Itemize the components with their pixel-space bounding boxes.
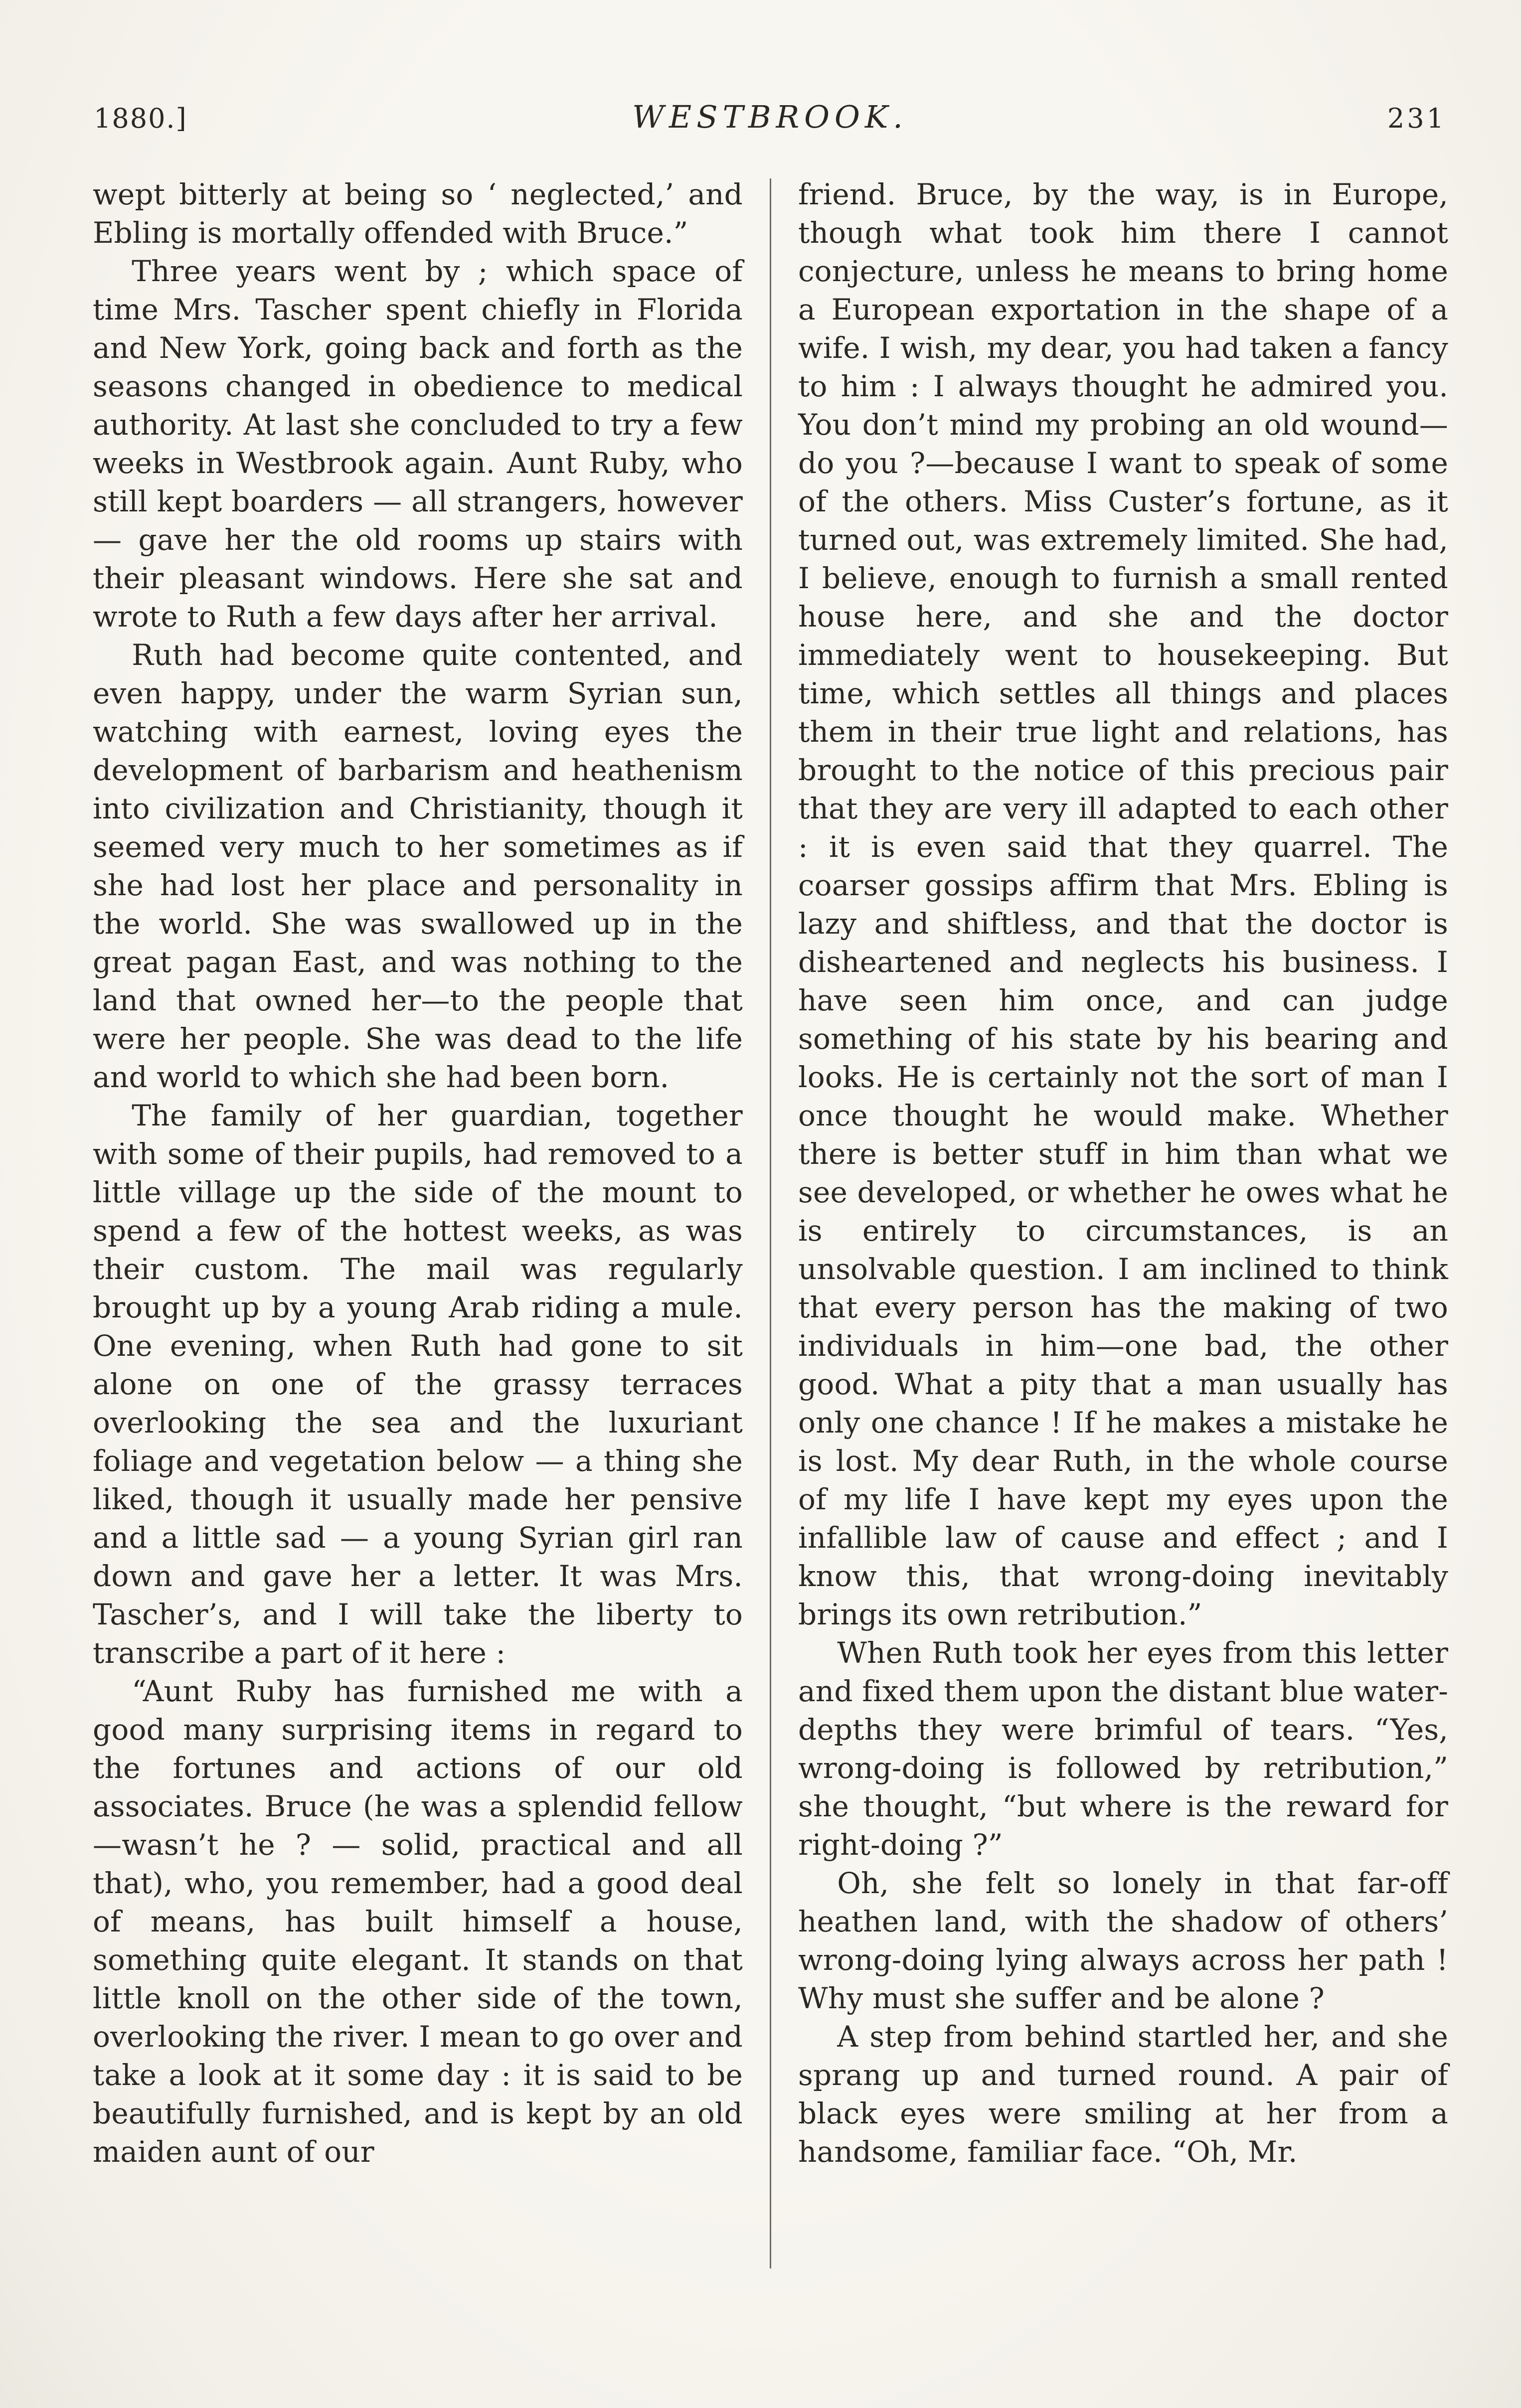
left-column (93, 175, 743, 2298)
text-columns (93, 175, 1448, 2298)
running-title: WESTBROOK. (632, 99, 908, 135)
page-header (94, 99, 1446, 135)
paragraph: Ruth had become quite contented, and even happy, under the warm Syrian sun, watching with earnest, loving eyes the development of barbarism and heathenism into civilization and Christianity, though it seemed very much to her sometimes as if she had lost her place and personality in the world. She was swallowed up in the great pagan East, and was nothing to the land that owned her—to the people that were her people. She was dead to the life and world to which she had been born. (93, 638, 743, 1094)
paragraph: Three years went by ; which space of time Mrs. Tascher spent chiefly in Florida and New York, going back and forth as the seasons changed in obedience to medical authority. At last she concluded to try a few weeks in Westbrook again. Aunt Ruby, who still kept boarders — all strangers, however — gave her the old rooms up stairs with their pleasant windows. Here she sat and wrote to Ruth a few days after her arrival. (93, 254, 743, 634)
paragraph: The family of her guardian, together with some of their pupils, had removed to a little village up the side of the mount to spend a few of the hottest weeks, as was their custom. The mail was regularly brought up by a young Arab riding a mule. One evening, when Ruth had gone to sit alone on one of the grassy terraces overlooking the sea and the luxuriant foliage and vegetation below — a thing she liked, though it usually made her pensive and a little sad — a young Syrian girl ran down and gave her a letter. It was Mrs. Tascher’s, and I will take the liberty to transcribe a part of it here : (93, 1099, 743, 1670)
right-column (798, 175, 1448, 2298)
paragraph: When Ruth took her eyes from this letter and fixed them upon the distant blue water-depths they were brimful of tears. “Yes, wrong-doing is followed by retribution,” she thought, “but where is the reward for right-doing ?” (798, 1636, 1448, 1862)
paragraph: friend. Bruce, by the way, is in Europe, though what took him there I cannot conjecture, unless he means to bring home a European exportation in the shape of a wife. I wish, my dear, you had taken a fancy to him : I always thought he admired you. You don’t mind my probing an old wound—do you ?—because I want to speak of some of the others. Miss Custer’s fortune, as it turned out, was extremely limited. She had, I believe, enough to furnish a small rented house here, and she and the doctor immediately went to housekeeping. But time, which settles all things and places them in their true light and relations, has brought to the notice of this precious pair that they are very ill adapted to each other : it is even said that they quarrel. The coarser gossips affirm that Mrs. Ebling is lazy and shiftless, and that the doctor is disheartened and neglects his business. I have seen him once, and can judge something of his state by his bearing and looks. He is certainly not the sort of man I once thought he would make. Whether there is better stuff in him than what we see developed, or whether he owes what he is entirely to circumstances, is an unsolvable question. I am inclined to think that every person has the making of two individuals in him—one bad, the other good. What a pity that a man usually has only one chance ! If he makes a mistake he is lost. My dear Ruth, in the whole course of my life I have kept my eyes upon the infallible law of cause and effect ; and I know this, that wrong-doing inevitably brings its own retribution.” (798, 177, 1448, 1631)
paragraph: “Aunt Ruby has furnished me with a good many surprising items in regard to the fortunes and actions of our old associates. Bruce (he was a splendid fellow —wasn’t he ? — solid, practical and all that), who, you remember, had a good deal of means, has built himself a house, something quite elegant. It stands on that little knoll on the other side of the town, overlooking the river. I mean to go over and take a look at it some day : it is said to be beautifully furnished, and is kept by an old maiden aunt of our (93, 1674, 743, 2169)
edition-year: 1880.] (94, 103, 187, 134)
paragraph: wept bitterly at being so ‘ neglected,’ and Ebling is mortally offended with Bruce.” (93, 177, 743, 250)
column-divider-rule (770, 178, 771, 2268)
paragraph: Oh, she felt so lonely in that far-off heathen land, with the shadow of others’ wrong-doing lying always across her path ! Why must she suffer and be alone ? (798, 1866, 1448, 2015)
paragraph: A step from behind startled her, and she sprang up and turned round. A pair of black eyes were smiling at her from a handsome, familiar face. “Oh, Mr. (798, 2020, 1448, 2169)
page-number: 231 (1387, 103, 1446, 134)
